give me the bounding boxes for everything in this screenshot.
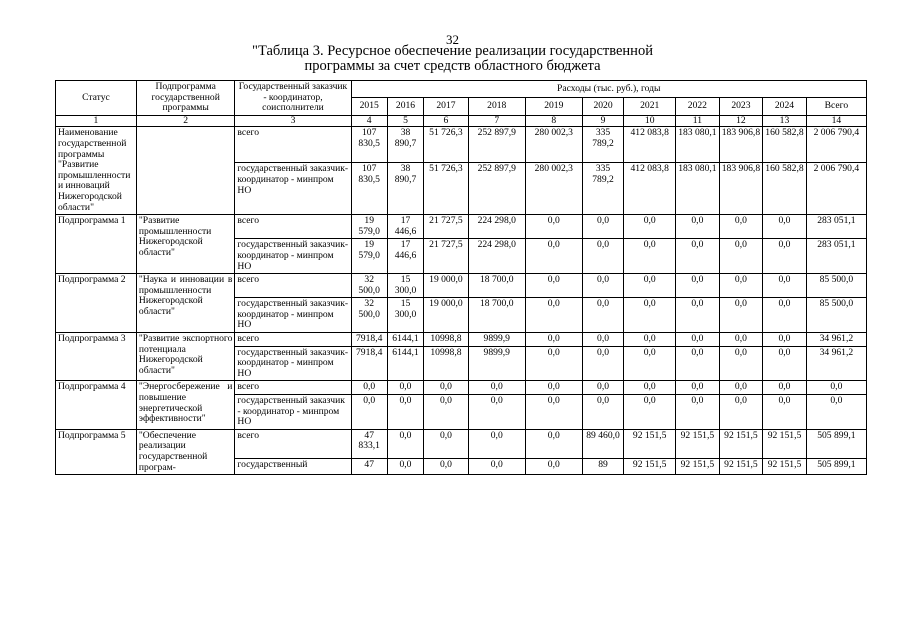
amount-cell: 10998,8 <box>424 346 469 381</box>
column-index-cell: 6 <box>424 115 469 127</box>
amount-cell: 0,0 <box>582 346 623 381</box>
title-line-1: "Таблица 3. Ресурсное обеспечение реализации государственной <box>252 43 653 59</box>
amount-cell: 335 789,2 <box>582 163 623 215</box>
amount-cell: 183 906,8 <box>719 163 763 215</box>
amount-cell: 0,0 <box>763 333 807 347</box>
amount-cell: 34 961,2 <box>806 333 866 347</box>
amount-cell: 0,0 <box>676 274 720 298</box>
customer-cell: всего <box>235 333 351 347</box>
amount-cell: 17 446,6 <box>387 215 423 239</box>
amount-cell: 0,0 <box>624 274 676 298</box>
amount-cell: 0,0 <box>351 381 387 395</box>
amount-cell: 224 298,0 <box>468 215 525 239</box>
table-row <box>56 127 867 163</box>
table-row <box>56 429 867 458</box>
amount-cell: 21 727,5 <box>424 215 469 239</box>
amount-cell: 0,0 <box>763 298 807 333</box>
header-year-cell: 2021 <box>624 98 676 115</box>
amount-cell: 15 300,0 <box>387 274 423 298</box>
table-row <box>56 274 867 298</box>
amount-cell: 21 727,5 <box>424 239 469 274</box>
amount-cell: 92 151,5 <box>676 458 720 474</box>
amount-cell: 0,0 <box>624 395 676 430</box>
column-index-cell: 10 <box>624 115 676 127</box>
amount-cell: 0,0 <box>525 239 582 274</box>
header-year-cell: 2017 <box>424 98 469 115</box>
amount-cell: 0,0 <box>719 215 763 239</box>
amount-cell: 92 151,5 <box>624 458 676 474</box>
amount-cell: 505 899,1 <box>806 458 866 474</box>
header-year-cell: 2020 <box>582 98 623 115</box>
subprogram-name-cell: "Развитие экспортного потенциала Нижегородской области" <box>136 333 235 381</box>
amount-cell: 7918,4 <box>351 333 387 347</box>
amount-cell: 280 002,3 <box>525 127 582 163</box>
column-index-cell: 12 <box>719 115 763 127</box>
amount-cell: 34 961,2 <box>806 346 866 381</box>
column-index-cell: 3 <box>235 115 351 127</box>
amount-cell: 0,0 <box>624 346 676 381</box>
header-year-cell: 2024 <box>763 98 807 115</box>
amount-cell: 0,0 <box>525 215 582 239</box>
column-index-cell: 14 <box>806 115 866 127</box>
amount-cell: 18 700,0 <box>468 274 525 298</box>
amount-cell: 92 151,5 <box>719 458 763 474</box>
amount-cell: 252 897,9 <box>468 127 525 163</box>
status-cell: Подпрограмма 1 <box>56 215 137 274</box>
amount-cell: 283 051,1 <box>806 239 866 274</box>
amount-cell: 0,0 <box>624 298 676 333</box>
header-year-cell: 2015 <box>351 98 387 115</box>
amount-cell: 0,0 <box>468 381 525 395</box>
customer-cell: государственный заказчик-координатор - минпром НО <box>235 163 351 215</box>
amount-cell: 0,0 <box>424 458 469 474</box>
customer-cell: государственный <box>235 458 351 474</box>
status-cell: Наименование государственной программы "Развитие промышленности и инноваций Нижегородской области" <box>56 127 137 215</box>
amount-cell: 15 300,0 <box>387 298 423 333</box>
amount-cell: 0,0 <box>719 333 763 347</box>
customer-cell: всего <box>235 215 351 239</box>
subprogram-name-cell: "Энергосбережение и повышение энергетической эффективности" <box>136 381 235 429</box>
amount-cell: 38 890,7 <box>387 163 423 215</box>
amount-cell: 412 083,8 <box>624 163 676 215</box>
amount-cell: 107 830,5 <box>351 127 387 163</box>
amount-cell: 92 151,5 <box>763 429 807 458</box>
amount-cell: 0,0 <box>525 298 582 333</box>
amount-cell: 85 500,0 <box>806 298 866 333</box>
header-year-cell: 2022 <box>676 98 720 115</box>
column-index-cell: 11 <box>676 115 720 127</box>
header-row-1 <box>56 81 867 98</box>
amount-cell: 0,0 <box>763 395 807 430</box>
amount-cell: 0,0 <box>525 458 582 474</box>
amount-cell: 0,0 <box>624 215 676 239</box>
amount-cell: 412 083,8 <box>624 127 676 163</box>
amount-cell: 2 006 790,4 <box>806 163 866 215</box>
amount-cell: 0,0 <box>582 215 623 239</box>
status-cell: Подпрограмма 5 <box>56 429 137 474</box>
amount-cell: 0,0 <box>763 346 807 381</box>
column-index-cell: 4 <box>351 115 387 127</box>
amount-cell: 160 582,8 <box>763 127 807 163</box>
amount-cell: 0,0 <box>624 333 676 347</box>
amount-cell: 224 298,0 <box>468 239 525 274</box>
header-year-cell: 2018 <box>468 98 525 115</box>
amount-cell: 9899,9 <box>468 346 525 381</box>
amount-cell: 0,0 <box>525 381 582 395</box>
amount-cell: 0,0 <box>763 239 807 274</box>
amount-cell: 32 500,0 <box>351 274 387 298</box>
amount-cell: 0,0 <box>624 381 676 395</box>
amount-cell: 9899,9 <box>468 333 525 347</box>
table-title <box>0 44 905 74</box>
column-index-cell: 5 <box>387 115 423 127</box>
amount-cell: 19 000,0 <box>424 298 469 333</box>
amount-cell: 92 151,5 <box>676 429 720 458</box>
subprogram-name-cell <box>136 127 235 215</box>
amount-cell: 0,0 <box>719 395 763 430</box>
amount-cell: 0,0 <box>351 395 387 430</box>
header-year-cell: Всего <box>806 98 866 115</box>
amount-cell: 18 700,0 <box>468 298 525 333</box>
amount-cell: 0,0 <box>806 381 866 395</box>
amount-cell: 252 897,9 <box>468 163 525 215</box>
amount-cell: 335 789,2 <box>582 127 623 163</box>
amount-cell: 0,0 <box>582 298 623 333</box>
amount-cell: 51 726,3 <box>424 163 469 215</box>
status-cell: Подпрограмма 3 <box>56 333 137 381</box>
amount-cell: 0,0 <box>676 239 720 274</box>
amount-cell: 51 726,3 <box>424 127 469 163</box>
amount-cell: 0,0 <box>719 274 763 298</box>
title-line-2: программы за счет средств областного бюджета <box>304 58 601 74</box>
amount-cell: 85 500,0 <box>806 274 866 298</box>
amount-cell: 0,0 <box>387 429 423 458</box>
amount-cell: 6144,1 <box>387 333 423 347</box>
customer-cell: государственный заказчик-координатор - минпром НО <box>235 346 351 381</box>
header-year-cell: 2016 <box>387 98 423 115</box>
amount-cell: 107 830,5 <box>351 163 387 215</box>
amount-cell: 0,0 <box>763 215 807 239</box>
amount-cell: 0,0 <box>719 346 763 381</box>
amount-cell: 0,0 <box>424 381 469 395</box>
amount-cell: 92 151,5 <box>624 429 676 458</box>
amount-cell: 0,0 <box>763 381 807 395</box>
amount-cell: 0,0 <box>763 274 807 298</box>
amount-cell: 0,0 <box>719 298 763 333</box>
amount-cell: 0,0 <box>424 395 469 430</box>
amount-cell: 0,0 <box>525 429 582 458</box>
amount-cell: 0,0 <box>525 395 582 430</box>
amount-cell: 0,0 <box>468 395 525 430</box>
amount-cell: 17 446,6 <box>387 239 423 274</box>
customer-cell: государственный заказчик-координатор - минпром НО <box>235 239 351 274</box>
column-index-cell: 1 <box>56 115 137 127</box>
amount-cell: 47 <box>351 458 387 474</box>
amount-cell: 183 906,8 <box>719 127 763 163</box>
header-expenses: Расходы (тыс. руб.), годы <box>351 81 866 98</box>
customer-cell: государственный заказчик-координатор - минпром НО <box>235 298 351 333</box>
amount-cell: 183 080,1 <box>676 127 720 163</box>
resource-table <box>55 80 867 475</box>
amount-cell: 89 <box>582 458 623 474</box>
customer-cell: всего <box>235 429 351 458</box>
amount-cell: 280 002,3 <box>525 163 582 215</box>
column-index-row <box>56 115 867 127</box>
column-index-cell: 9 <box>582 115 623 127</box>
amount-cell: 92 151,5 <box>719 429 763 458</box>
amount-cell: 0,0 <box>719 381 763 395</box>
customer-cell: всего <box>235 381 351 395</box>
amount-cell: 0,0 <box>676 346 720 381</box>
header-customer: Государственный заказчик - координатор, соисполнители <box>235 81 351 116</box>
subprogram-name-cell: "Развитие промышленности Нижегородской области" <box>136 215 235 274</box>
amount-cell: 0,0 <box>582 395 623 430</box>
amount-cell: 0,0 <box>387 381 423 395</box>
amount-cell: 505 899,1 <box>806 429 866 458</box>
amount-cell: 0,0 <box>582 381 623 395</box>
amount-cell: 47 833,1 <box>351 429 387 458</box>
amount-cell: 0,0 <box>624 239 676 274</box>
table-row <box>56 215 867 239</box>
amount-cell: 283 051,1 <box>806 215 866 239</box>
status-cell: Подпрограмма 2 <box>56 274 137 333</box>
amount-cell: 0,0 <box>676 395 720 430</box>
amount-cell: 0,0 <box>676 333 720 347</box>
amount-cell: 0,0 <box>676 381 720 395</box>
amount-cell: 92 151,5 <box>763 458 807 474</box>
subprogram-name-cell: "Наука и инновации в промышленности Нижегородской области" <box>136 274 235 333</box>
column-index-cell: 8 <box>525 115 582 127</box>
amount-cell: 0,0 <box>387 395 423 430</box>
amount-cell: 0,0 <box>468 429 525 458</box>
amount-cell: 0,0 <box>582 274 623 298</box>
amount-cell: 6144,1 <box>387 346 423 381</box>
amount-cell: 0,0 <box>468 458 525 474</box>
amount-cell: 0,0 <box>582 333 623 347</box>
amount-cell: 0,0 <box>676 215 720 239</box>
amount-cell: 0,0 <box>582 239 623 274</box>
amount-cell: 19 579,0 <box>351 239 387 274</box>
column-index-cell: 7 <box>468 115 525 127</box>
customer-cell: государственный заказчик - координатор - минпром НО <box>235 395 351 430</box>
column-index-cell: 13 <box>763 115 807 127</box>
amount-cell: 0,0 <box>387 458 423 474</box>
subprogram-name-cell: "Обеспечение реализации государственной програм- <box>136 429 235 474</box>
status-cell: Подпрограмма 4 <box>56 381 137 429</box>
amount-cell: 0,0 <box>806 395 866 430</box>
table-row <box>56 381 867 395</box>
customer-cell: всего <box>235 127 351 163</box>
header-status: Статус <box>56 81 137 116</box>
amount-cell: 0,0 <box>525 333 582 347</box>
amount-cell: 19 579,0 <box>351 215 387 239</box>
amount-cell: 0,0 <box>676 298 720 333</box>
table-row <box>56 333 867 347</box>
amount-cell: 19 000,0 <box>424 274 469 298</box>
amount-cell: 0,0 <box>525 274 582 298</box>
header-year-cell: 2019 <box>525 98 582 115</box>
amount-cell: 89 460,0 <box>582 429 623 458</box>
header-year-cell: 2023 <box>719 98 763 115</box>
column-index-cell: 2 <box>136 115 235 127</box>
amount-cell: 32 500,0 <box>351 298 387 333</box>
amount-cell: 38 890,7 <box>387 127 423 163</box>
amount-cell: 2 006 790,4 <box>806 127 866 163</box>
amount-cell: 183 080,1 <box>676 163 720 215</box>
amount-cell: 0,0 <box>525 346 582 381</box>
amount-cell: 7918,4 <box>351 346 387 381</box>
amount-cell: 160 582,8 <box>763 163 807 215</box>
page-number: 32 <box>446 32 459 47</box>
customer-cell: всего <box>235 274 351 298</box>
amount-cell: 0,0 <box>719 239 763 274</box>
table-body <box>56 127 867 475</box>
amount-cell: 0,0 <box>424 429 469 458</box>
header-subprogram: Подпрограмма государственной программы <box>136 81 235 116</box>
amount-cell: 10998,8 <box>424 333 469 347</box>
